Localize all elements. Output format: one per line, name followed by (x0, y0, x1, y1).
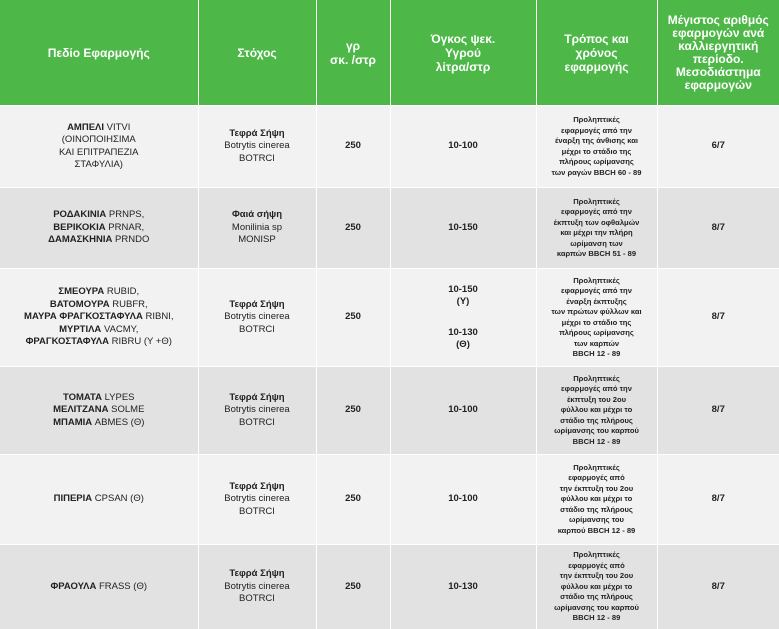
method-line: BBCH 12 - 89 (572, 613, 621, 622)
crop-cell (0, 545, 198, 629)
dose-cell (316, 455, 390, 545)
target-code: BOTRCI (239, 323, 275, 335)
method-line: εφαρμογές από την (561, 125, 632, 135)
target-scientific-name: Botrytis cinerea (224, 580, 290, 592)
dose-value: 250 (345, 580, 361, 592)
method-line: Προληπτικές (573, 373, 620, 383)
method-line: καρπών BBCH 51 - 89 (556, 249, 637, 258)
method-line: Προληπτικές (573, 550, 620, 559)
crop-code: PRNPS, (108, 209, 145, 221)
volume-line: (Υ) (456, 296, 470, 307)
crop-name: ΑΜΠΕΛΙ (67, 121, 105, 133)
method-cell (536, 455, 657, 545)
method-line: πλήρους ωρίμανσης (559, 328, 634, 337)
max-applications-value: 8/7 (711, 311, 725, 323)
dose-value: 250 (345, 493, 361, 505)
crop-name: ΜΠΑΜΙΑ (53, 416, 93, 428)
method-line: εφαρμογές από (568, 473, 625, 483)
crop-cell (0, 106, 198, 188)
crop-code: PRNDO (115, 234, 150, 246)
volume-cell (390, 106, 536, 188)
crop-code: LYPES (104, 391, 135, 403)
method-line: στάδιο της πλήρους (560, 504, 633, 514)
crop-line (4, 147, 194, 160)
crop-cell (0, 188, 198, 269)
crop-name: ΜΑΥΡΑ ΦΡΑΓΚΟΣΤΑΦΥΛΑ (24, 311, 143, 323)
header-volume: Όγκος ψεκ. Υγρού λίτρα/στρ (390, 0, 536, 106)
dose-cell (316, 269, 390, 367)
crop-code: RIBRU (Υ +Θ) (111, 336, 172, 348)
crop-cell (0, 269, 198, 367)
target-scientific-name: Monilinia sp (231, 221, 283, 233)
crop-line (4, 222, 194, 235)
method-cell (536, 367, 657, 455)
table-body (0, 106, 779, 629)
method-line: πλήρους ωρίμανσης (559, 157, 634, 166)
max-applications-value: 8/7 (711, 221, 725, 233)
crop-code: RUBFR, (112, 298, 148, 310)
crop-line (4, 134, 194, 147)
dose-cell (316, 367, 390, 455)
header-dose: γρ σκ. /στρ (316, 0, 390, 106)
method-line: στάδιο της πλήρους (560, 592, 633, 601)
crop-code: VITVI (106, 121, 131, 133)
crop-line (4, 209, 194, 222)
target-cell (198, 269, 316, 367)
target-scientific-name: Botrytis cinerea (224, 404, 290, 416)
volume-line: 10-100 (448, 140, 478, 152)
crop-name: ΜΥΡΤΙΛΑ (59, 323, 102, 335)
volume-cell (390, 269, 536, 367)
target-cell (198, 455, 316, 545)
crop-line (4, 286, 194, 299)
method-line: έκπτυξη των οφθαλμών (553, 217, 640, 227)
dose-cell (316, 188, 390, 269)
method-line: Προληπτικές (573, 275, 620, 285)
crop-name: ΔΑΜΑΣΚΗΝΙΑ (48, 234, 113, 246)
target-cell (198, 188, 316, 269)
crop-cell (0, 455, 198, 545)
crop-name: ΒΑΤΟΜΟΥΡΑ (49, 298, 110, 310)
max-applications-value: 8/7 (711, 404, 725, 416)
crop-name: ΜΕΛΙΤΖΑΝΑ (53, 404, 109, 416)
table-row (0, 545, 779, 629)
target-code: BOTRCI (239, 505, 275, 517)
max-applications-cell (657, 269, 779, 367)
target-cell (198, 545, 316, 629)
crop-code: ΣΤΑΦΥΛΙΑ) (74, 159, 123, 170)
table-row (0, 367, 779, 455)
max-applications-cell (657, 455, 779, 545)
max-applications-value: 8/7 (711, 580, 725, 592)
table-row (0, 455, 779, 545)
crop-line (4, 311, 194, 324)
crop-name: ΣΜΕΟΥΡΑ (58, 286, 105, 298)
crop-line (4, 159, 194, 172)
max-applications-cell (657, 188, 779, 269)
method-cell (536, 269, 657, 367)
method-line: στάδιο της πλήρους (560, 415, 633, 425)
method-line: ωρίμανσης του (569, 515, 624, 525)
target-cell (198, 367, 316, 455)
method-cell (536, 106, 657, 188)
method-line: και μέχρι την πλήρη (560, 228, 633, 237)
crop-code: RUBID, (106, 286, 140, 298)
target-name: Τεφρά Σήψη (229, 568, 285, 579)
crop-line (4, 404, 194, 417)
crop-code: VACMY, (103, 323, 139, 335)
target-name: Φαιά σήψη (231, 209, 283, 221)
volume-line: 10-100 (448, 493, 478, 505)
max-applications-cell (657, 545, 779, 629)
volume-line (395, 309, 532, 327)
header-max-applications: Μέγιστος αριθμός εφαρμογών ανά καλλιεργητική περίοδο. Μεσοδιάστημα εφαρμογών (657, 0, 779, 106)
method-line: την έκπτυξη του 2ου (559, 483, 634, 493)
crop-cell (0, 367, 198, 455)
method-line: μέχρι το στάδιο της (561, 146, 632, 156)
method-line: ωρίμανσης του καρπού (554, 602, 639, 612)
table-row (0, 188, 779, 269)
volume-cell (390, 367, 536, 455)
crop-line (4, 493, 194, 506)
target-name: Τεφρά Σήψη (229, 480, 285, 492)
header-field: Πεδίο Εφαρμογής (0, 0, 198, 106)
volume-cell (390, 455, 536, 545)
method-line: BBCH 12 - 89 (572, 436, 621, 446)
method-line: έναρξη έκπτυξης (566, 296, 627, 306)
crop-name: ΦΡΑΟΥΛΑ (50, 580, 97, 592)
table-row (0, 106, 779, 188)
crop-name: ΠΙΠΕΡΙΑ (53, 493, 93, 505)
crop-code: RIBNI, (145, 311, 174, 323)
dose-cell (316, 106, 390, 188)
crop-line (4, 299, 194, 312)
dose-value: 250 (345, 311, 361, 323)
method-line: φύλλου και μέχρι το (560, 405, 633, 415)
crop-line (4, 581, 194, 594)
volume-line: 10-100 (448, 404, 478, 416)
method-line: Προληπτικές (573, 115, 620, 124)
max-applications-cell (657, 106, 779, 188)
dose-cell (316, 545, 390, 629)
method-line: έκπτυξη του 2ου (566, 394, 627, 404)
method-line: καρπού BBCH 12 - 89 (557, 525, 636, 535)
method-line: Προληπτικές (573, 462, 620, 472)
method-line: εφαρμογές από την (561, 384, 632, 394)
header-method: Τρόπος και χρόνος εφαρμογής (536, 0, 657, 106)
method-line: φύλλου και μέχρι το (560, 581, 633, 591)
dose-value: 250 (345, 404, 361, 416)
target-cell (198, 106, 316, 188)
method-line: μέχρι το στάδιο της (561, 317, 632, 327)
crop-code: ABMES (Θ) (94, 416, 145, 428)
method-line: έναρξη της άνθισης και (555, 136, 638, 145)
crop-line (4, 417, 194, 430)
target-code: MONISP (238, 234, 276, 246)
max-applications-value: 8/7 (711, 493, 725, 505)
crop-line (4, 122, 194, 135)
crop-code: ΚΑΙ ΕΠΙΤΡΑΠΕΖΙΑ (58, 146, 139, 158)
target-scientific-name: Botrytis cinerea (224, 493, 290, 505)
crop-code: FRASS (Θ) (98, 580, 147, 592)
crop-name: ΦΡΑΓΚΟΣΤΑΦΥΛΑ (25, 336, 109, 348)
target-name: Τεφρά Σήψη (229, 298, 285, 310)
crop-line (4, 234, 194, 247)
target-code: BOTRCI (239, 593, 275, 604)
table-row (0, 269, 779, 367)
method-line: εφαρμογές από την (561, 286, 632, 295)
target-name: Τεφρά Σήψη (229, 391, 285, 403)
crop-code: (ΟΙΝΟΠΟΙΗΣΙΜΑ (61, 134, 136, 145)
method-line: Προληπτικές (573, 196, 620, 206)
target-code: BOTRCI (239, 416, 275, 428)
max-applications-cell (657, 367, 779, 455)
volume-line: 10-150 (448, 221, 478, 233)
crop-name: ΤΟΜΑΤΑ (62, 391, 102, 403)
method-line: BBCH 12 - 89 (572, 349, 621, 358)
method-line: εφαρμογές από (568, 560, 625, 570)
target-scientific-name: Botrytis cinerea (224, 311, 290, 323)
max-applications-value: 6/7 (711, 140, 725, 152)
crop-code: CPSAN (Θ) (94, 493, 144, 505)
method-line: ωρίμανσης του καρπού (554, 426, 639, 436)
method-line: των καρπών (573, 338, 620, 348)
crop-code: SOLME (111, 404, 145, 416)
target-name: Τεφρά Σήψη (229, 127, 285, 139)
volume-line: 10-150 (448, 283, 478, 295)
header-row (0, 0, 779, 106)
target-code: BOTRCI (239, 152, 275, 164)
dose-value: 250 (345, 140, 361, 152)
method-line: των ραγών BBCH 60 - 89 (551, 167, 642, 177)
dose-value: 250 (345, 221, 361, 233)
method-cell (536, 545, 657, 629)
crop-code: PRNAR, (108, 221, 145, 233)
crop-name: ΒΕΡΙΚΟΚΙΑ (53, 221, 106, 233)
method-cell (536, 188, 657, 269)
method-line: φύλλου και μέχρι το (560, 494, 633, 504)
target-scientific-name: Botrytis cinerea (224, 140, 290, 152)
volume-cell (390, 188, 536, 269)
method-line: εφαρμογές από την (561, 207, 632, 216)
crop-line (4, 324, 194, 337)
crop-name: ΡΟΔΑΚΙΝΙΑ (53, 209, 107, 221)
method-line: την έκπτυξη του 2ου (559, 571, 634, 580)
volume-line: (Θ) (456, 339, 470, 350)
volume-line: 10-130 (448, 326, 478, 338)
method-line: ωρίμανση των (570, 238, 623, 248)
volume-cell (390, 545, 536, 629)
crop-line (4, 392, 194, 405)
header-target: Στόχος (198, 0, 316, 106)
volume-line: 10-130 (448, 580, 478, 592)
crop-line (4, 336, 194, 349)
method-line: των πρώτων φύλλων και (551, 307, 642, 316)
